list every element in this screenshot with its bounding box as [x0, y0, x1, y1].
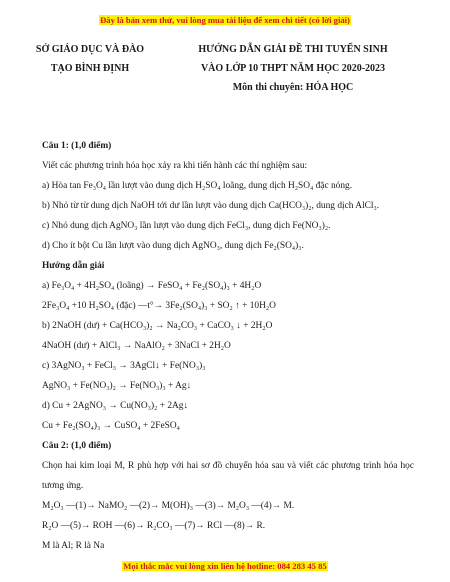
- q1-guide-title: Hướng dẫn giải: [42, 261, 105, 271]
- equation-d1: d) Cu + 2AgNO₃ → Cu(NO₃)₂ + 2Ag↓: [42, 401, 189, 411]
- equation-c1: c) 3AgNO₃ + FeCl₃ → 3AgCl↓ + Fe(NO₃)₃: [42, 361, 206, 371]
- scheme-m: M₂O₃ —(1)→ NaMO₂ —(2)→ M(OH)₃ —(3)→ M₂O₃ —(4)→ M.: [42, 501, 295, 511]
- exam-title-block: [168, 40, 418, 97]
- q1-part-a: a) Hòa tan Fe₃O₄ lần lượt vào dung dịch H₂SO₄ loãng, dung dịch H₂SO₄ đặc nóng.: [42, 181, 353, 191]
- bottom-banner-text: Mọi thắc mắc vui lòng xin liên hệ hotline: 084 283 45 85: [123, 561, 327, 571]
- equation-a2: 2Fe₃O₄ +10 H₂SO₄ (đặc) —t°→ 3Fe₂(SO₄)₃ + SO₂ ↑ + 10H₂O: [42, 301, 276, 311]
- q1-prompt: Viết các phương trình hóa học xảy ra khi tiến hành các thí nghiệm sau:: [42, 161, 308, 171]
- q2-answer: M là Al; R là Na: [42, 541, 105, 551]
- q1-part-b: b) Nhỏ từ từ dung dịch NaOH tới dư lần lượt vào dung dịch Ca(HCO₃)₂, dung dịch AlCl₃.: [42, 201, 380, 211]
- exam-title-line2: VÀO LỚP 10 THPT NĂM HỌC 2020-2023: [200, 63, 386, 74]
- top-banner-text: Đây là bản xem thử, vui lòng mua tài liệu để xem chi tiết (có lời giải): [100, 15, 350, 25]
- q1-part-c: c) Nhỏ dung dịch AgNO₃ lần lượt vào dung dịch FeCl₃, dung dịch Fe(NO₃)₂.: [42, 221, 331, 231]
- equation-a1: a) Fe₃O₄ + 4H₂SO₄ (loãng) → FeSO₄ + Fe₂(SO₄)₃ + 4H₂O: [42, 281, 262, 291]
- exam-subject: Môn thi chuyên: HÓA HỌC: [232, 82, 354, 93]
- org-line1: SỞ GIÁO DỤC VÀ ĐÀO: [35, 44, 145, 55]
- document-body: [42, 136, 414, 556]
- org-line2: TẠO BÌNH ĐỊNH: [50, 63, 130, 74]
- exam-title-line1: HƯỚNG DẪN GIẢI ĐỀ THI TUYỂN SINH: [198, 44, 388, 55]
- equation-b1: b) 2NaOH (dư) + Ca(HCO₃)₂ → Na₂CO₃ + CaCO₃ ↓ + 2H₂O: [42, 321, 273, 331]
- bottom-banner: [0, 561, 450, 572]
- equation-d2: Cu + Fe₂(SO₄)₃ → CuSO₄ + 2FeSO₄: [42, 421, 180, 431]
- equation-b2: 4NaOH (dư) + AlCl₃ → NaAlO₂ + 3NaCl + 2H₂O: [42, 341, 231, 351]
- org-header: [30, 40, 150, 78]
- scheme-r: R₂O —(5)→ ROH —(6)→ R₂CO₃ —(7)→ RCl —(8)→ R.: [42, 521, 266, 531]
- q1-title: Câu 1: (1,0 điểm): [42, 141, 112, 151]
- top-banner: [0, 15, 450, 26]
- equation-c2: AgNO₃ + Fe(NO₃)₂ → Fe(NO₃)₃ + Ag↓: [42, 381, 192, 391]
- q1-part-d: d) Cho ít bột Cu lần lượt vào dung dịch AgNO₃, dung dịch Fe₂(SO₄)₃.: [42, 241, 304, 251]
- q2-title: Câu 2: (1,0 điểm): [42, 441, 112, 451]
- q2-prompt: Chọn hai kim loại M, R phù hợp với hai sơ đồ chuyển hóa sau và viết các phương trình hóa học tương ứng.: [42, 461, 414, 491]
